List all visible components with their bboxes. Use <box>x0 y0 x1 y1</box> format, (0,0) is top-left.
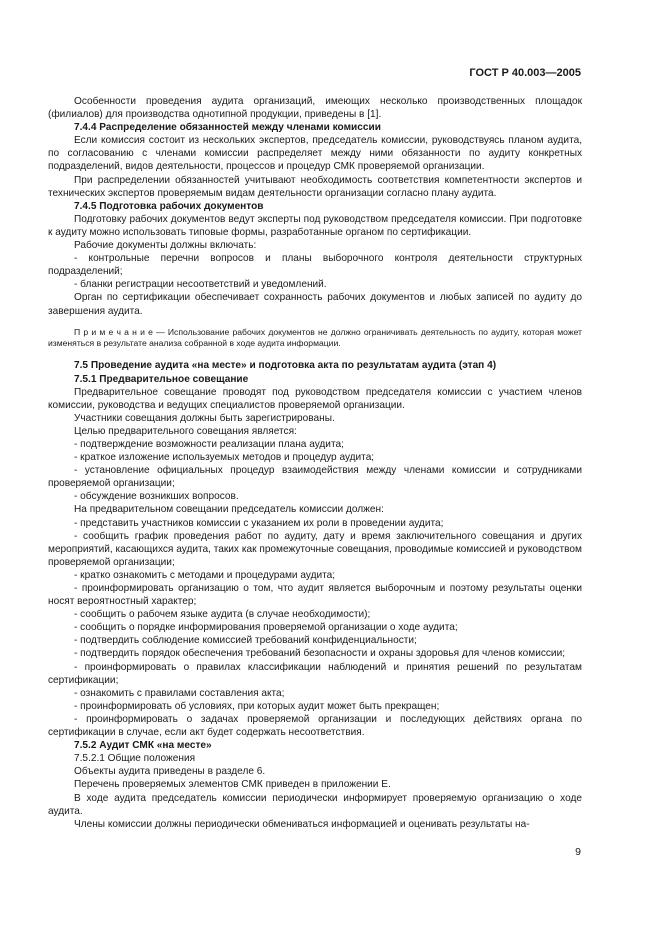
list-item: - установление официальных процедур взаимодействия между членами комиссии и сотрудниками проверяемой организации; <box>48 465 582 490</box>
list-item: - кратко ознакомить с методами и процедурами аудита; <box>74 569 336 581</box>
subsection-heading: 7.5.2.1 Общие положения <box>74 753 196 765</box>
page-number: 9 <box>575 846 581 858</box>
list-item: - проинформировать о правилах классификации наблюдений и принятия решений по результатам сертификации; <box>48 661 582 686</box>
paragraph: Предварительное совещание проводят под руководством председателя комиссии с участием членов комиссии, руководства и ведущих специалистов проверяемой организации. <box>48 386 582 411</box>
list-item: - представить участников комиссии с указанием их роли в проведении аудита; <box>74 517 444 529</box>
list-item: - сообщить о рабочем языке аудита (в случае необходимости); <box>74 609 371 621</box>
list-item: - бланки регистрации несоответствий и уведомлений. <box>74 279 327 291</box>
document-body <box>48 95 582 831</box>
list-item: - подтвердить соблюдение комиссией требований конфиденциальности; <box>74 635 417 647</box>
section-heading: 7.4.4 Распределение обязанностей между членами комиссии <box>74 122 381 134</box>
list-item: - сообщить график проведения работ по аудиту, дату и время заключительного совещания и других мероприятий, касающихся аудита, таких как промежуточные совещания, проводимые комиссией и руководством проверяемой организации; <box>48 530 582 568</box>
document-header: ГОСТ Р 40.003—2005 <box>469 67 581 79</box>
paragraph: Перечень проверяемых элементов СМК приведен в приложении Е. <box>74 779 391 791</box>
paragraph: Объекты аудита приведены в разделе 6. <box>74 766 266 778</box>
paragraph: Орган по сертификации обеспечивает сохранность рабочих документов и любых записей по аудиту до завершения аудита. <box>48 292 582 317</box>
list-item: - подтверждение возможности реализации плана аудита; <box>74 438 344 450</box>
note: П р и м е ч а н и е — Использование рабочих документов не должно ограничивать деятельность по аудиту, которая может изменяться в результате анализа собранной в ходе аудита информации. <box>48 326 582 348</box>
paragraph: Участники совещания должны быть зарегистрированы. <box>74 412 335 424</box>
paragraph: При распределении обязанностей учитывают необходимость соответствия компетентности экспертов и технических экспертов проверяемым видам деятельности организации согласно плану аудита. <box>48 174 582 199</box>
paragraph: Члены комиссии должны периодически обмениваться информацией и оценивать результаты на- <box>74 818 530 830</box>
list-item: - проинформировать об условиях, при которых аудит может быть прекращен; <box>74 700 440 712</box>
list-item: - контрольные перечни вопросов и планы выборочного контроля деятельности структурных подразделений; <box>48 253 582 278</box>
list-item: - сообщить о порядке информирования проверяемой организации о ходе аудита; <box>74 622 458 634</box>
list-item: - проинформировать о задачах проверяемой организации и последующих действиях органа по сертификации в случае, если акт будет содержать несоответствия. <box>48 713 582 739</box>
paragraph: Рабочие документы должны включать: <box>74 240 257 252</box>
paragraph: На предварительном совещании председатель комиссии должен: <box>74 504 384 516</box>
paragraph: Подготовку рабочих документов ведут эксперты под руководством председателя комиссии. При подготовке к аудиту можно использовать типовые формы, разработанные органом по сертификации. <box>48 213 582 238</box>
paragraph: Целью предварительного совещания является: <box>74 425 297 437</box>
paragraph: Особенности проведения аудита организаций, имеющих несколько производственных площадок (филиалов) для производства однотипной продукции, приведены в [1]. <box>48 96 582 121</box>
list-item: - проинформировать организацию о том, что аудит является выборочным и поэтому результаты оценки носят вероятностный характер; <box>48 583 582 608</box>
section-heading: 7.5.2 Аудит СМК «на месте» <box>74 740 212 752</box>
paragraph: В ходе аудита председатель комиссии периодически информирует проверяемую организацию о ходе аудита. <box>48 792 582 817</box>
paragraph: Если комиссия состоит из нескольких экспертов, председатель комиссии, руководствуясь планом аудита, по согласованию с членами комиссии распределяет между ними обязанности по аудиту конкретных подразделений, видов деятельности, процессов и процедур СМК проверяемой организации. <box>48 135 582 173</box>
section-heading: 7.5 Проведение аудита «на месте» и подготовка акта по результатам аудита (этап 4) <box>74 360 497 372</box>
list-item: - краткое изложение используемых методов и процедур аудита; <box>74 452 375 464</box>
list-item: - подтвердить порядок обеспечения требований безопасности и охраны здоровья для членов комиссии; <box>74 648 566 660</box>
section-heading: 7.4.5 Подготовка рабочих документов <box>74 200 264 212</box>
list-item: - обсуждение возникших вопросов. <box>74 491 239 503</box>
section-heading: 7.5.1 Предварительное совещание <box>74 373 249 385</box>
list-item: - ознакомить с правилами составления акта; <box>74 687 285 699</box>
